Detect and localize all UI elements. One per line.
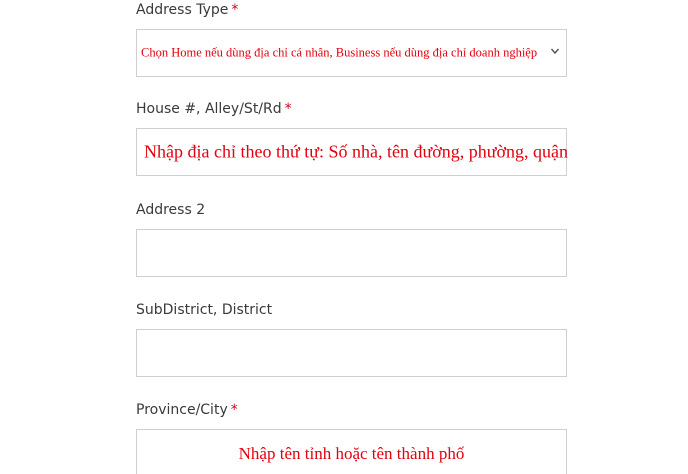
house-input[interactable] (136, 128, 567, 176)
province-label (136, 402, 238, 418)
province-hint: Nhập tên tỉnh hoặc tên thành phố (238, 444, 465, 463)
address-type-select[interactable] (136, 29, 567, 77)
house-hint: Nhập địa chỉ theo thứ tự: Số nhà, tên đường, phường, quận (144, 141, 569, 162)
subdistrict-label-text: SubDistrict, District (136, 302, 273, 318)
address-type-label (136, 2, 238, 18)
address2-label (136, 202, 205, 218)
address-type-label-text: Address Type (136, 2, 229, 18)
address-type-hint: Chọn Home nếu dùng địa chỉ cá nhân, Business nếu dùng địa chỉ doanh nghiệp (141, 45, 538, 60)
subdistrict-label (136, 302, 272, 318)
address2-label-text: Address 2 (136, 202, 206, 218)
province-input[interactable] (136, 429, 567, 474)
chevron-down-icon (550, 46, 560, 56)
house-label-text: House #, Alley/St/Rd (136, 101, 282, 117)
required-mark: * (284, 101, 292, 117)
required-mark: * (231, 2, 239, 18)
house-label (136, 101, 292, 117)
subdistrict-input[interactable] (136, 329, 567, 377)
province-label-text: Province/City (136, 402, 228, 418)
required-mark: * (230, 402, 238, 418)
address2-input[interactable] (136, 229, 567, 277)
